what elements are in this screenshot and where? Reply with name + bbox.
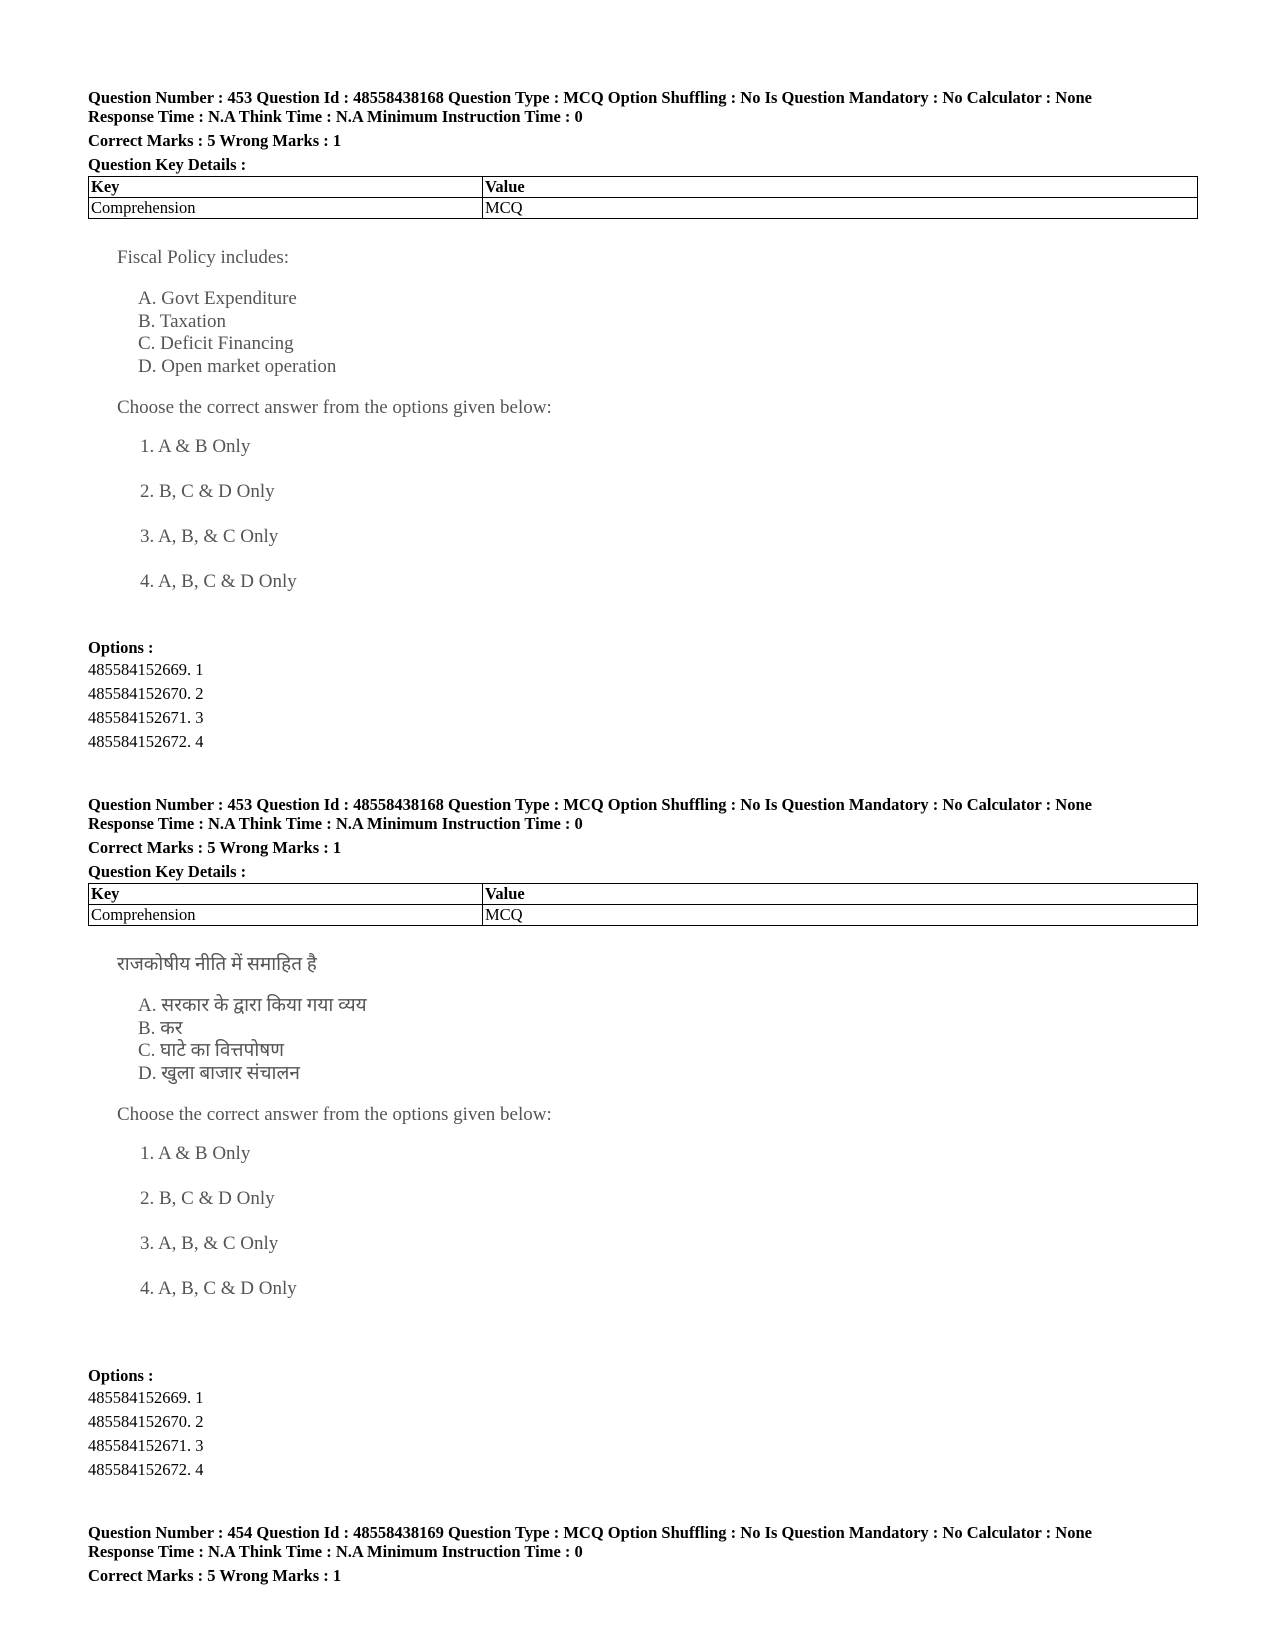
option-item: 485584152669. 1 — [88, 660, 204, 679]
statement-item: B. कर — [138, 1017, 183, 1039]
question-image — [117, 953, 1198, 1322]
table-header-value: Value — [483, 177, 1198, 198]
choice-item: 1. A & B Only — [140, 436, 251, 457]
option-item: 485584152672. 4 — [88, 732, 204, 751]
statement-item: C. Deficit Financing — [138, 333, 294, 354]
choice-item: 1. A & B Only — [140, 1143, 251, 1164]
table-cell-value: MCQ — [483, 198, 1198, 219]
table-row — [89, 198, 1198, 219]
choice-item: 3. A, B, & C Only — [140, 526, 279, 547]
question-meta-line-1: Question Number : 453 Question Id : 48558438168 Question Type : MCQ Option Shuffling : No Is Question Mandatory : No Calculator : None — [88, 795, 1092, 814]
question-meta-line-1: Question Number : 454 Question Id : 48558438169 Question Type : MCQ Option Shuffling : No Is Question Mandatory : No Calculator : None — [88, 1523, 1092, 1542]
question-instruction: Choose the correct answer from the options given below: — [117, 397, 552, 418]
choice-item: 4. A, B, C & D Only — [140, 1278, 297, 1299]
option-item: 485584152670. 2 — [88, 1412, 204, 1431]
table-row — [89, 905, 1198, 926]
statement-item: D. Open market operation — [138, 355, 337, 377]
question-block-3 — [88, 1523, 1198, 1585]
table-cell-value: MCQ — [483, 905, 1198, 926]
statement-item: D. खुला बाजार संचालन — [138, 1062, 300, 1084]
question-block-2 — [88, 795, 1198, 1322]
option-item: 485584152672. 4 — [88, 1460, 204, 1479]
key-details-label: Question Key Details : — [88, 862, 247, 881]
statement-list — [138, 995, 1198, 1085]
option-item: 485584152671. 3 — [88, 1436, 204, 1455]
option-item: 485584152670. 2 — [88, 684, 204, 703]
options-block-1 — [88, 638, 1198, 754]
choice-list — [140, 1142, 1198, 1322]
question-instruction: Choose the correct answer from the options given below: — [117, 1104, 552, 1125]
table-header-row — [89, 177, 1198, 198]
choice-item: 3. A, B, & C Only — [140, 1233, 279, 1254]
choice-list — [140, 435, 1198, 615]
marks-line: Correct Marks : 5 Wrong Marks : 1 — [88, 1566, 342, 1585]
key-details-label: Question Key Details : — [88, 155, 247, 174]
table-cell-key: Comprehension — [89, 905, 483, 926]
question-stem: राजकोषीय नीति में समाहित है — [117, 954, 317, 975]
choice-item: 2. B, C & D Only — [140, 1188, 275, 1209]
statement-item: A. सरकार के द्वारा किया गया व्यय — [138, 995, 367, 1016]
table-header-row — [89, 884, 1198, 905]
table-header-key: Key — [89, 177, 483, 198]
choice-item: 2. B, C & D Only — [140, 481, 275, 502]
question-meta-line-1: Question Number : 453 Question Id : 48558438168 Question Type : MCQ Option Shuffling : No Is Question Mandatory : No Calculator : None — [88, 88, 1092, 107]
statement-item: C. घाटे का वित्तपोषण — [138, 1040, 284, 1061]
statement-item: B. Taxation — [138, 310, 227, 332]
statement-item: A. Govt Expenditure — [138, 288, 297, 309]
key-details-table — [88, 883, 1198, 926]
options-label: Options : — [88, 1366, 154, 1385]
options-label: Options : — [88, 638, 154, 657]
statement-list — [138, 288, 1198, 378]
choice-item: 4. A, B, C & D Only — [140, 571, 297, 592]
marks-line: Correct Marks : 5 Wrong Marks : 1 — [88, 131, 342, 150]
question-block-1 — [88, 88, 1198, 615]
question-meta-line-2: Response Time : N.A Think Time : N.A Minimum Instruction Time : 0 — [88, 1542, 583, 1561]
option-item: 485584152669. 1 — [88, 1388, 204, 1407]
key-details-table — [88, 176, 1198, 219]
option-item: 485584152671. 3 — [88, 708, 204, 727]
question-meta-line-2: Response Time : N.A Think Time : N.A Minimum Instruction Time : 0 — [88, 814, 583, 833]
question-stem: Fiscal Policy includes: — [117, 247, 290, 268]
question-meta-line-2: Response Time : N.A Think Time : N.A Minimum Instruction Time : 0 — [88, 107, 583, 126]
question-image — [117, 246, 1198, 615]
table-cell-key: Comprehension — [89, 198, 483, 219]
options-block-2 — [88, 1366, 1198, 1482]
table-header-key: Key — [89, 884, 483, 905]
marks-line: Correct Marks : 5 Wrong Marks : 1 — [88, 838, 342, 857]
table-header-value: Value — [483, 884, 1198, 905]
